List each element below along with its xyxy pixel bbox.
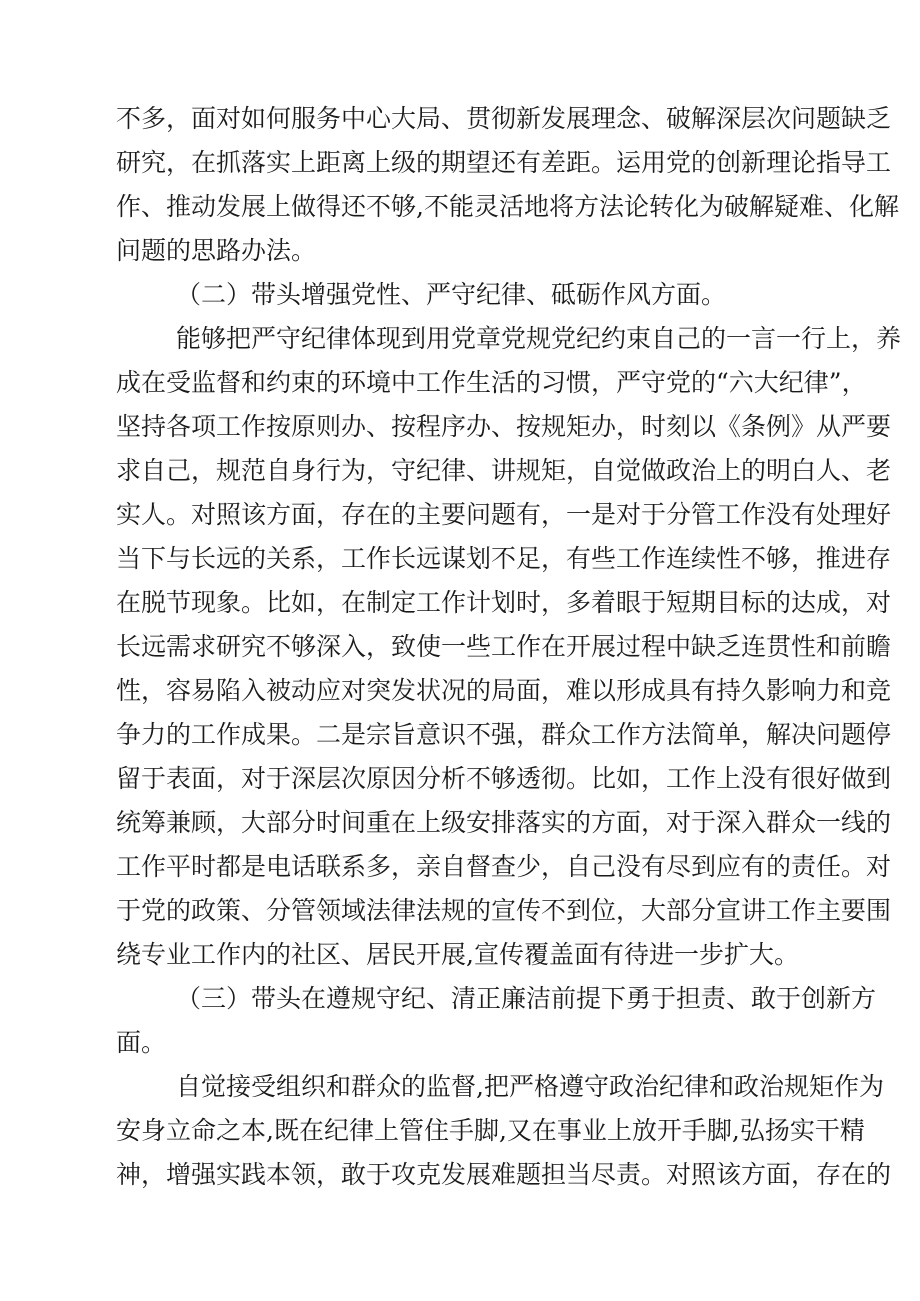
text-line: 不多，面对如何服务中心大局、贯彻新发展理念、破解深层次问题缺乏 [116,104,892,133]
text-line: 于党的政策、分管领域法律法规的宣传不到位，大部分宣讲工作主要围 [116,896,892,925]
text-line: 实人。对照该方面，存在的主要问题有，一是对于分管工作没有处理好 [116,500,892,529]
text-line: 留于表面，对于深层次原因分析不够透彻。比如，工作上没有很好做到 [116,764,892,793]
text-line: 安身立命之本,既在纪律上管住手脚,又在事业上放开手脚,弘扬实干精 [116,1116,865,1145]
text-line: 作、推动发展上做得还不够,不能灵活地将方法论转化为破解疑难、化解 [116,192,899,221]
text-line: 工作平时都是电话联系多，亲自督查少，自己没有尽到应有的责任。对 [116,852,892,881]
section-heading-3-cont: 面。 [116,1028,167,1057]
text-line: 成在受监督和约束的环境中工作生活的习惯，严守党的“六大纪律”， [116,368,867,397]
text-line: 神，增强实践本领，敢于攻克发展难题担当尽责。对照该方面，存在的 [116,1160,892,1189]
text-line: 坚持各项工作按原则办、按程序办、按规矩办，时刻以《条例》从严要 [116,412,892,441]
text-line: 自觉接受组织和群众的监督,把严格遵守政治纪律和政治规矩作为 [176,1072,884,1101]
text-line: 研究，在抓落实上距离上级的期望还有差距。运用党的创新理论指导工 [116,148,892,177]
text-line: 性，容易陷入被动应对突发状况的局面，难以形成具有持久影响力和竞 [116,676,892,705]
text-line: 统筹兼顾，大部分时间重在上级安排落实的方面，对于深入群众一线的 [116,808,892,837]
text-line: 当下与长远的关系，工作长远谋划不足，有些工作连续性不够，推进存 [116,544,892,573]
text-line: 问题的思路办法。 [116,236,317,265]
section-heading-3: （三）带头在遵规守纪、清正廉洁前提下勇于担责、敢于创新方 [176,984,877,1013]
text-line: 绕专业工作内的社区、居民开展,宣传覆盖面有待进一步扩大。 [116,940,799,969]
text-line: 长远需求研究不够深入，致使一些工作在开展过程中缺乏连贯性和前瞻 [116,632,892,661]
section-heading-2: （二）带头增强党性、严守纪律、砥砺作风方面。 [176,280,727,309]
text-line: 在脱节现象。比如，在制定工作计划时，多着眼于短期目标的达成，对 [116,588,892,617]
text-line: 争力的工作成果。二是宗旨意识不强，群众工作方法简单，解决问题停 [116,720,892,749]
text-line: 能够把严守纪律体现到用党章党规党纪约束自己的一言一行上，养 [176,324,902,353]
text-line: 求自己，规范自身行为，守纪律、讲规矩，自觉做政治上的明白人、老 [116,456,892,485]
